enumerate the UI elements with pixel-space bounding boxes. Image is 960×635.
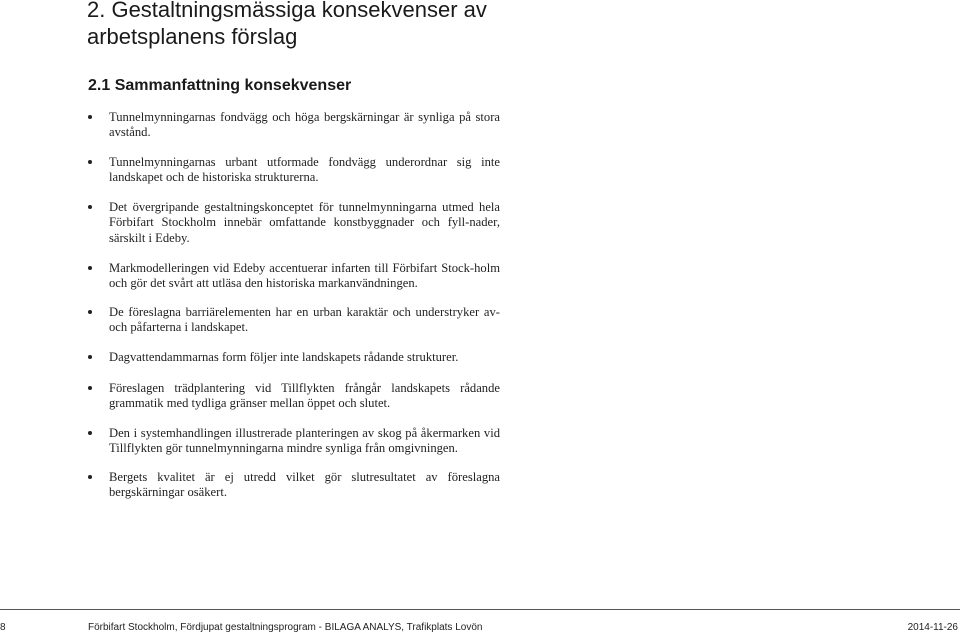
bullet-icon: [88, 266, 92, 270]
bullet-icon: [88, 205, 92, 209]
list-item: [88, 350, 500, 365]
bullet-icon: [88, 386, 92, 390]
list-item-text: De föreslagna barriärelementen har en urban karaktär och understryker av- och påfarterna i landskapet.: [109, 305, 500, 335]
list-item: [88, 381, 500, 412]
chapter-title: 2. Gestaltningsmässiga konsekvenser av arbetsplanens förslag: [87, 0, 487, 49]
list-item: [88, 426, 500, 457]
list-item-text: Föreslagen trädplantering vid Tillflykten frångår landskapets rådande grammatik med tydliga gränser mellan öppet och slutet.: [109, 381, 500, 411]
list-item: [88, 155, 500, 186]
footer-document-title: Förbifart Stockholm, Fördjupat gestaltningsprogram - BILAGA ANALYS, Trafikplats Lovön: [88, 622, 483, 633]
list-item-text: Det övergripande gestaltningskonceptet för tunnelmynningarna utmed hela Förbifart Stockholm innebär omfattande konstbyggnader och fyll-nader, särskilt i Edeby.: [109, 200, 500, 245]
list-item: [88, 200, 500, 246]
page-number: 8: [0, 622, 6, 633]
list-item-text: Tunnelmynningarnas fondvägg och höga bergskärningar är synliga på stora avstånd.: [109, 110, 500, 140]
bullet-icon: [88, 160, 92, 164]
list-item: [88, 305, 500, 336]
list-item-text: Dagvattendammarnas form följer inte landskapets rådande strukturer.: [109, 350, 459, 364]
bullet-icon: [88, 115, 92, 119]
footer-date: 2014-11-26: [907, 622, 958, 633]
list-item-text: Den i systemhandlingen illustrerade planteringen av skog på åkermarken vid Tillflykten gör tunnelmynningarna mindre synliga från omgivningen.: [109, 426, 500, 456]
list-item: [88, 470, 500, 501]
list-item-text: Bergets kvalitet är ej utredd vilket gör slutresultatet av föreslagna bergskärningar osäkert.: [109, 470, 500, 500]
section-title: 2.1 Sammanfattning konsekvenser: [88, 77, 352, 94]
list-item-text: Markmodelleringen vid Edeby accentuerar infarten till Förbifart Stock-holm och gör det svårt att utläsa den historiska markanvändningen.: [109, 261, 500, 291]
list-item-text: Tunnelmynningarnas urbant utformade fondvägg underordnar sig inte landskapet och de historiska strukturerna.: [109, 155, 500, 185]
list-item: [88, 110, 500, 141]
bullet-icon: [88, 355, 92, 359]
list-item: [88, 261, 500, 292]
bullet-icon: [88, 475, 92, 479]
bullet-icon: [88, 310, 92, 314]
footer-divider: [0, 609, 960, 610]
bullet-icon: [88, 431, 92, 435]
